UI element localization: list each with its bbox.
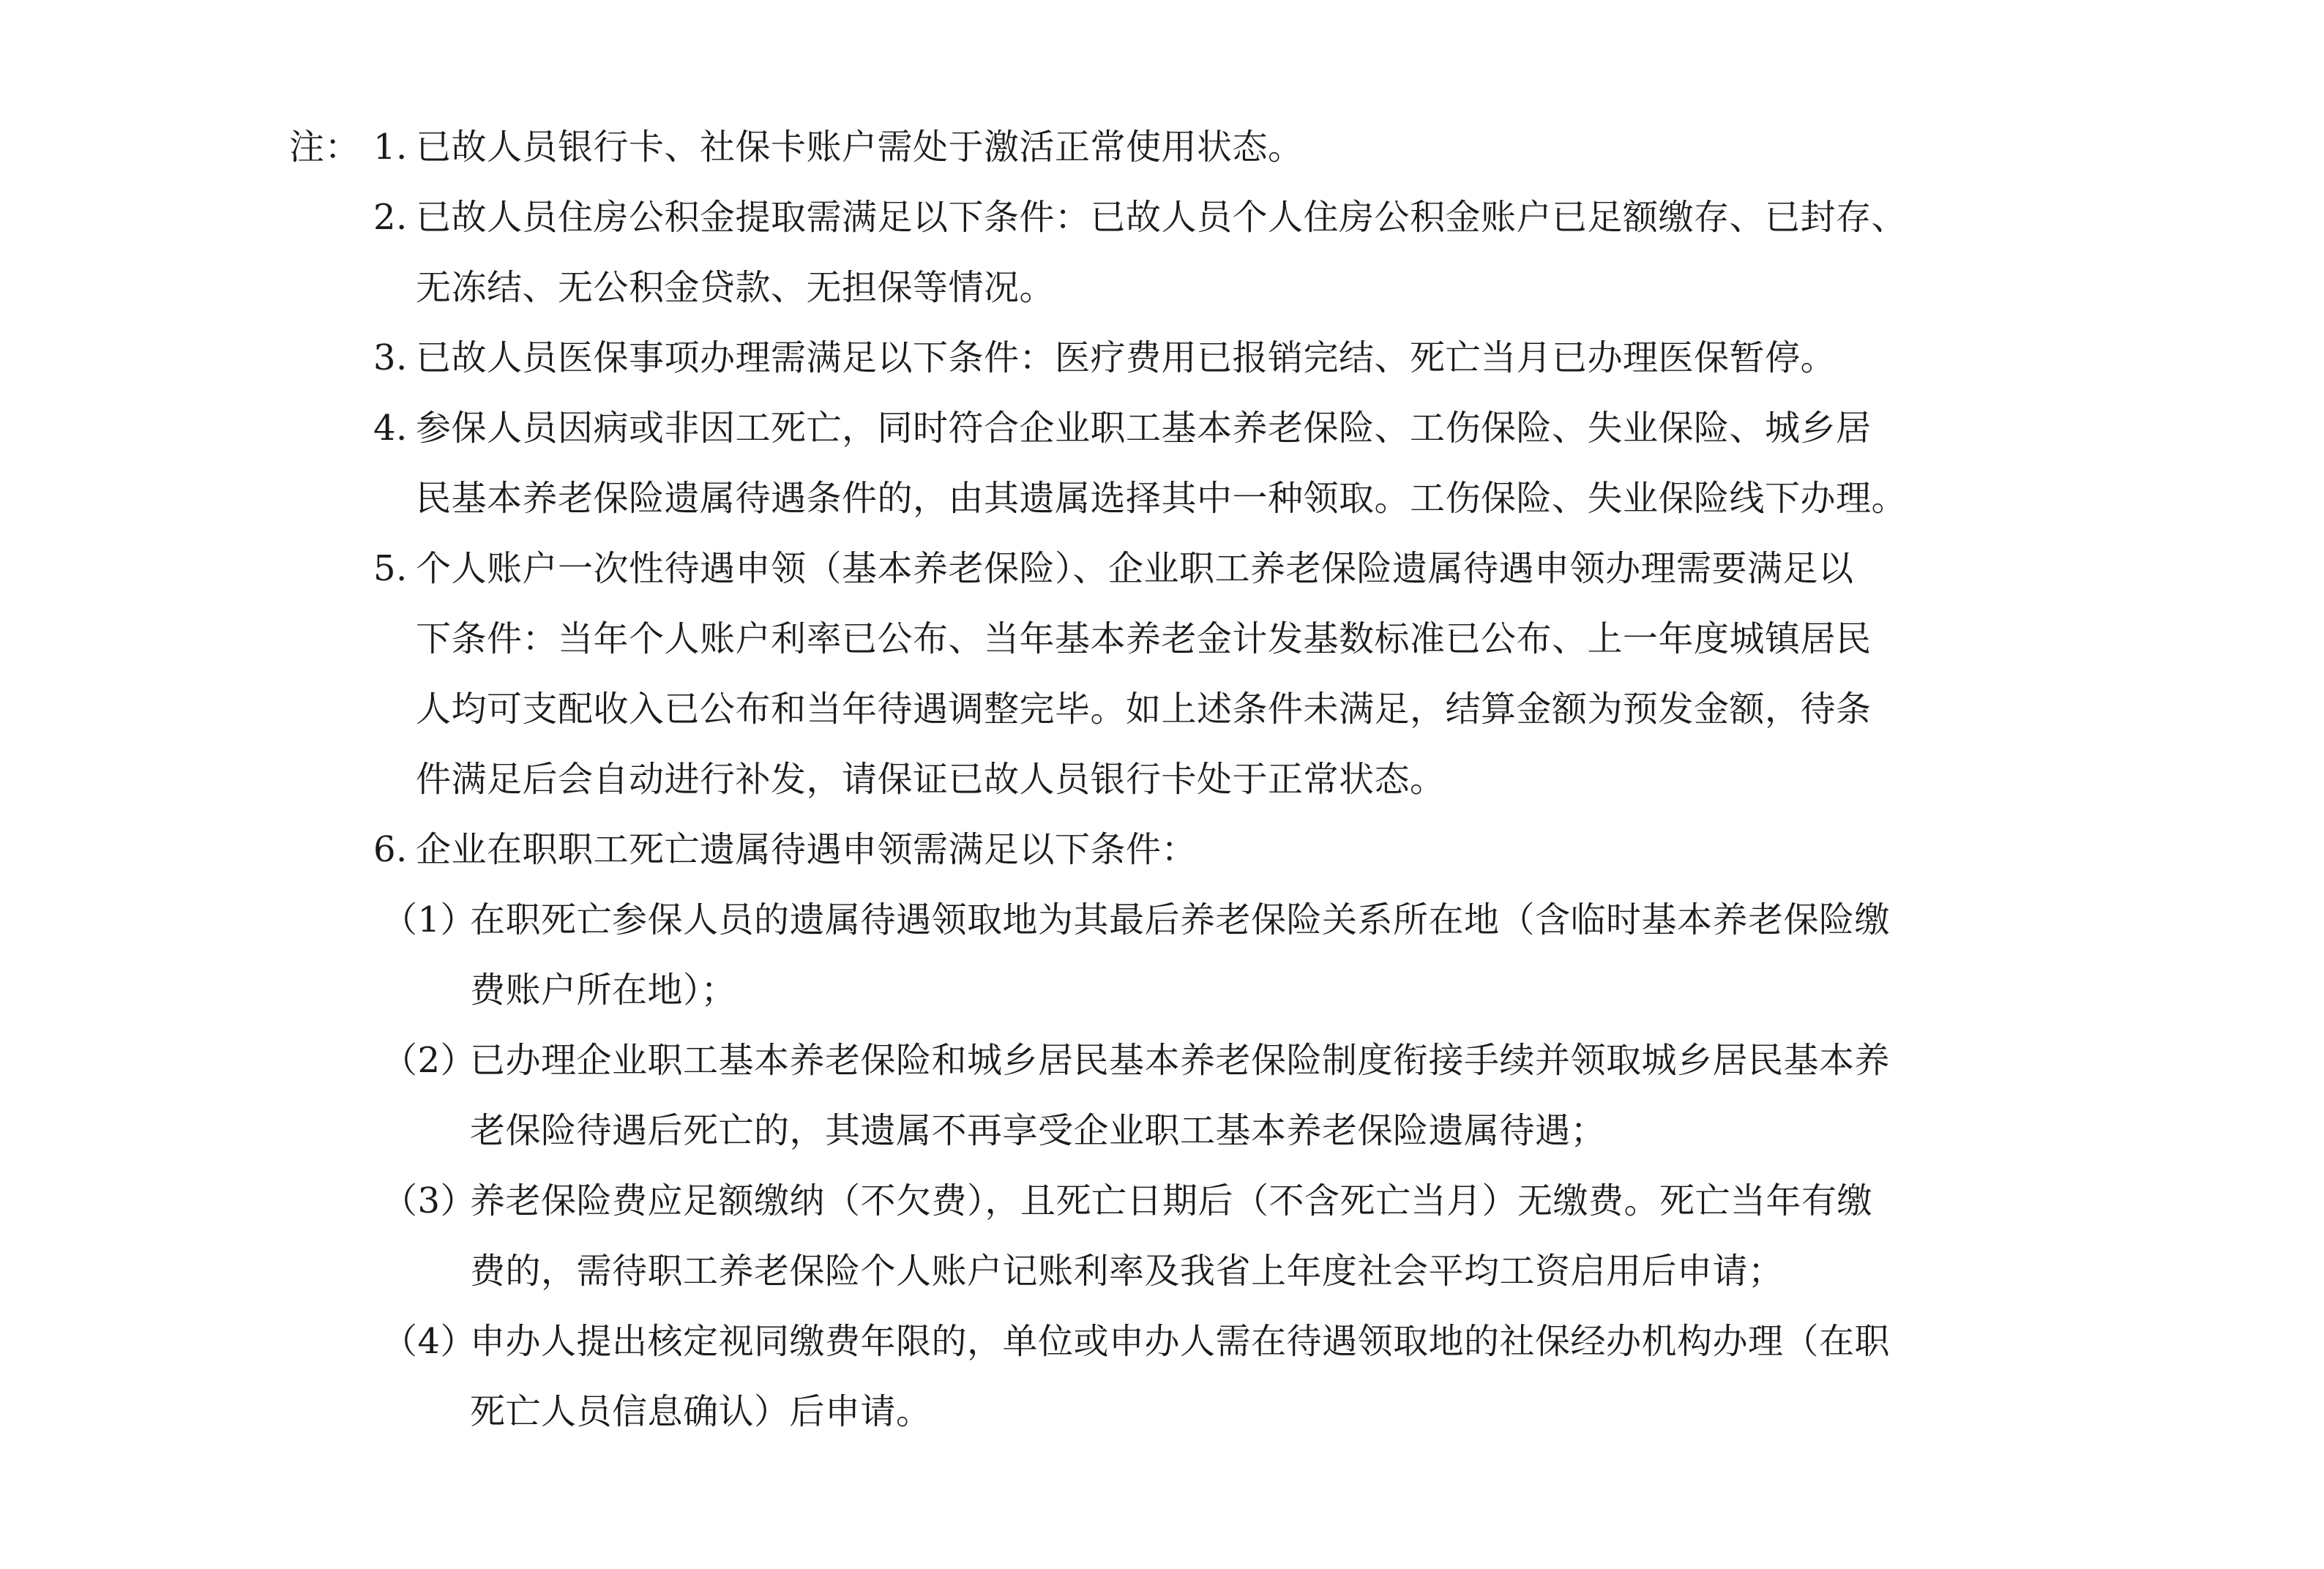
subitem-2-line-2: 老保险待遇后死亡的，其遗属不再享受企业职工基本养老保险遗属待遇； — [470, 1110, 1607, 1151]
note-2-line-2: 无冻结、无公积金贷款、无担保等情况。 — [416, 267, 1055, 308]
subitem-1-number: （1） — [382, 899, 477, 940]
note-4-number: 4. — [373, 408, 408, 449]
subitem-4-line-2: 死亡人员信息确认）后申请。 — [470, 1391, 932, 1432]
note-2-line-1: 已故人员住房公积金提取需满足以下条件：已故人员个人住房公积金账户已足额缴存、已封存、 — [416, 197, 1908, 238]
subitem-4-number: （4） — [382, 1321, 477, 1362]
notes-label: 注： — [289, 127, 361, 168]
note-1-line-1: 已故人员银行卡、社保卡账户需处于激活正常使用状态。 — [416, 127, 1304, 168]
subitem-3-number: （3） — [382, 1180, 477, 1221]
note-5-number: 5. — [373, 548, 408, 589]
note-3-number: 3. — [373, 337, 408, 378]
note-3-line-1: 已故人员医保事项办理需满足以下条件：医疗费用已报销完结、死亡当月已办理医保暂停。 — [416, 337, 1837, 378]
note-6-line-1: 企业在职职工死亡遗属待遇申领需满足以下条件： — [416, 829, 1198, 870]
subitem-4-line-1: 申办人提出核定视同缴费年限的，单位或申办人需在待遇领取地的社保经办机构办理（在职 — [470, 1321, 1891, 1362]
note-5-line-3: 人均可支配收入已公布和当年待遇调整完毕。如上述条件未满足，结算金额为预发金额，待条 — [416, 689, 1872, 730]
subitem-1-line-1: 在职死亡参保人员的遗属待遇领取地为其最后养老保险关系所在地（含临时基本养老保险缴 — [470, 899, 1891, 940]
subitem-2-number: （2） — [382, 1040, 477, 1081]
note-5-line-2: 下条件：当年个人账户利率已公布、当年基本养老金计发基数标准已公布、上一年度城镇居民 — [416, 618, 1872, 659]
subitem-3-line-1: 养老保险费应足额缴纳（不欠费），且死亡日期后（不含死亡当月）无缴费。死亡当年有缴 — [470, 1180, 1873, 1221]
note-5-line-1: 个人账户一次性待遇申领（基本养老保险）、企业职工养老保险遗属待遇申领办理需要满足以 — [416, 548, 1854, 589]
subitem-3-line-2: 费的，需待职工养老保险个人账户记账利率及我省上年度社会平均工资启用后申请； — [470, 1251, 1784, 1292]
subitem-2-line-1: 已办理企业职工基本养老保险和城乡居民基本养老保险制度衔接手续并领取城乡居民基本养 — [470, 1040, 1891, 1081]
note-4-line-1: 参保人员因病或非因工死亡，同时符合企业职工基本养老保险、工伤保险、失业保险、城乡居 — [416, 408, 1872, 449]
subitem-1-line-2: 费账户所在地）； — [470, 970, 737, 1011]
note-4-line-2: 民基本养老保险遗属待遇条件的，由其遗属选择其中一种领取。工伤保险、失业保险线下办理。 — [416, 478, 1908, 519]
note-6-number: 6. — [373, 829, 408, 870]
note-5-line-4: 件满足后会自动进行补发，请保证已故人员银行卡处于正常状态。 — [416, 759, 1446, 800]
note-1-number: 1. — [373, 127, 408, 168]
note-2-number: 2. — [373, 197, 408, 238]
